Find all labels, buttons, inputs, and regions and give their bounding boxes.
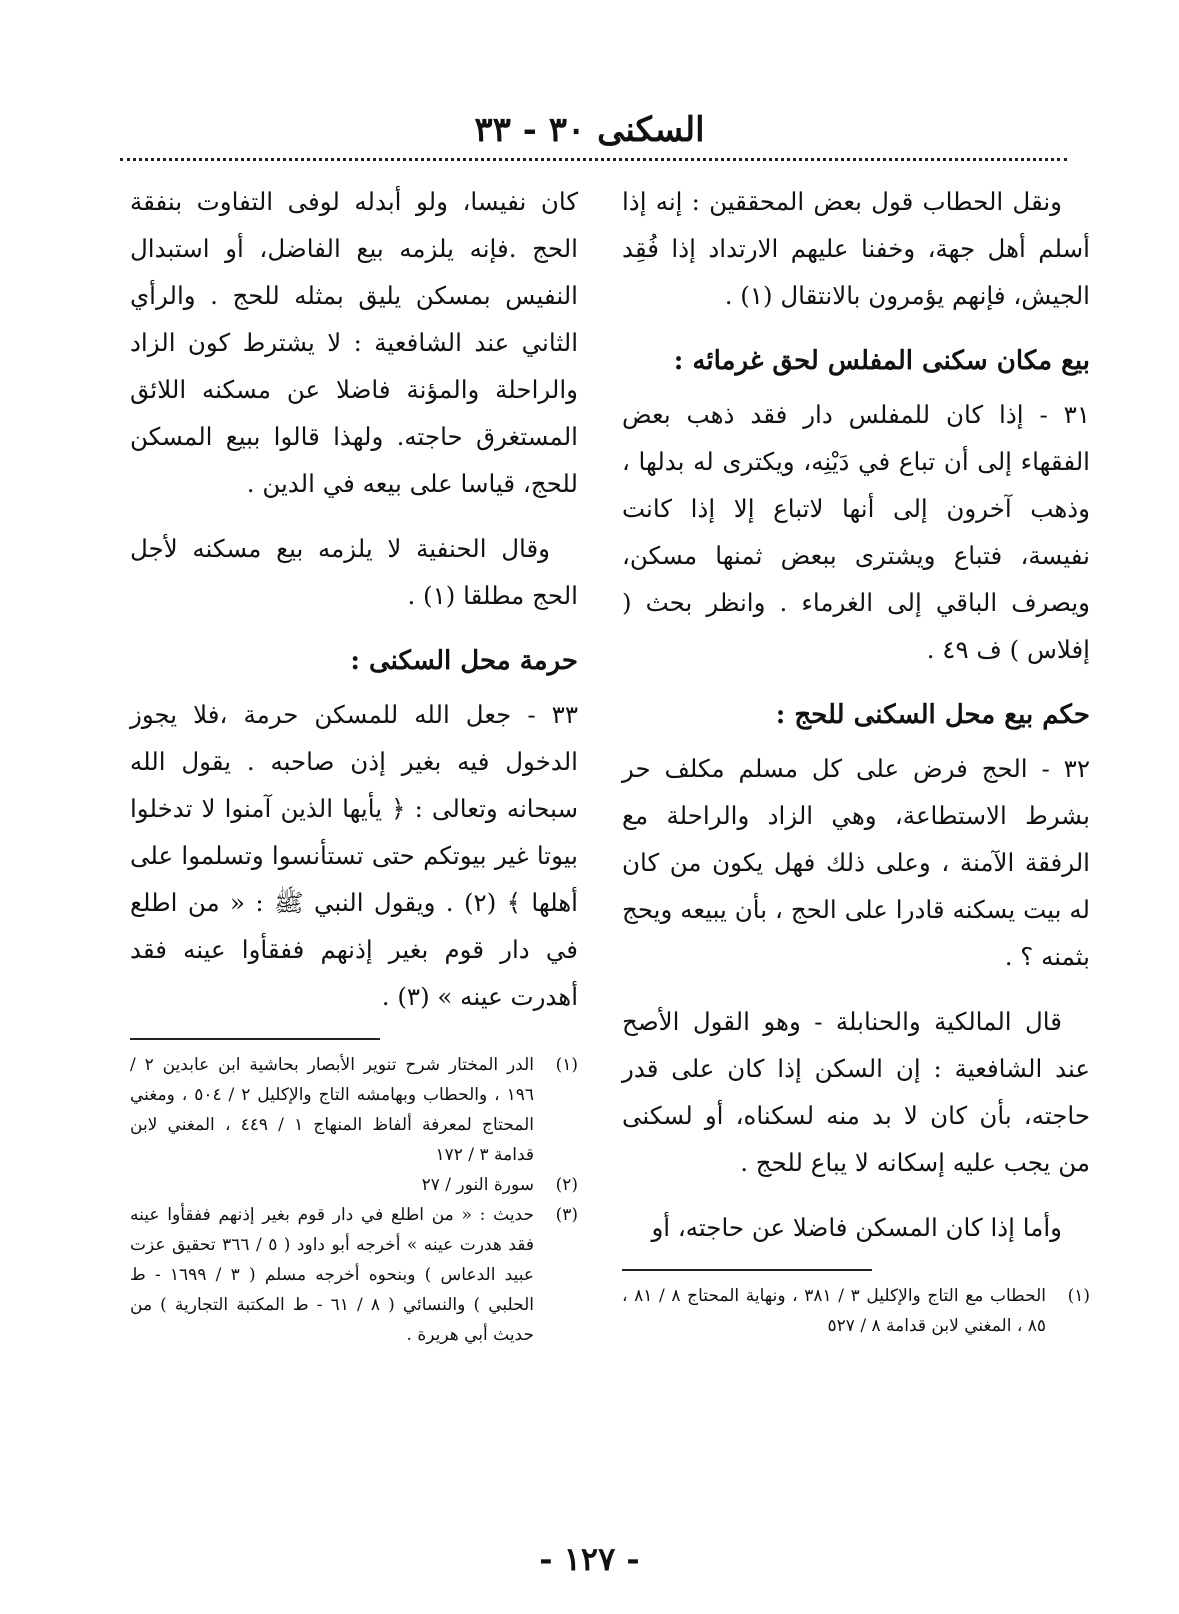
paragraph-continuation: كان نفيسا، ولو أبدله لوفى التفاوت بنفقة الحج .فإنه يلزمه بيع الفاضل، أو استبدال النفيس بمسكن يليق بمثله للحج . والرأي الثاني عند الشافعية : لا يشترط كون الزاد والراحلة والمؤنة فاضلا عن مسكنه اللائق المستغرق حاجته. ولهذا قالوا ببيع المسكن للحج، قياسا على بيعه في الدين . xyxy=(130,187,578,498)
footnote-divider xyxy=(622,1269,872,1271)
paragraph-hanafi: وقال الحنفية لا يلزمه بيع مسكنه لأجل الحج مطلقا (١) . xyxy=(130,534,578,610)
heading-section-31: بيع مكان سكنى المفلس لحق غرمائه : xyxy=(673,346,1090,376)
paragraph-33: ٣٣ - جعل الله للمسكن حرمة ،فلا يجوز الدخول فيه بغير إذن صاحبه . يقول الله سبحانه وتعالى : ﴿ يأيها الذين آمنوا لا تدخلوا بيوتا غير بيوتكم حتى تستأنسوا وتسلموا على أهلها ﴾ (٢) . ويقول النبي ﷺ : « من اطلع في دار قوم بغير إذنهم ففقأوا عينه فقد أهدرت عينه » (٣) . xyxy=(130,700,578,1011)
footnote-text: الدر المختار شرح تنوير الأبصار بحاشية ابن عابدين ٢ / ١٩٦ ، والحطاب وبهامشه التاج والإكليل ٢ / ٥٠٤ ، ومغني المحتاج لمعرفة ألفاظ المنهاج ١ / ٤٤٩ ، المغني لابن قدامة ٣ / ١٧٢ xyxy=(130,1055,535,1165)
footnote-text: الحطاب مع التاج والإكليل ٣ / ٣٨١ ، ونهاية المحتاج ٨ / ٨١ ، ٨٥ ، المغني لابن قدامة ٨ / ٥٢٧ xyxy=(622,1286,1046,1336)
paragraph-amma: وأما إذا كان المسكن فاضلا عن حاجته، أو xyxy=(651,1213,1062,1242)
heading-section-33: حرمة محل السكنى : xyxy=(350,646,578,676)
left-column xyxy=(130,178,578,1350)
heading-section-32: حكم بيع محل السكنى للحج : xyxy=(775,700,1090,730)
footnote-number: (١) xyxy=(555,1055,578,1075)
footnote-text: حديث : « من اطلع في دار قوم بغير إذنهم ففقأوا عينه فقد هدرت عينه » أخرجه أبو داود ( ٥ / ٣٦٦ تحقيق عزت عبيد الدعاس ) وبنحوه أخرجه مسلم ( ٣ / ١٦٩٩ - ط الحلبي ) والنسائي ( ٨ / ٦١ - ط المكتبة التجارية ) من حديث أبي هريرة . xyxy=(130,1205,534,1345)
paragraph-intro: ونقل الحطاب قول بعض المحققين : إنه إذا أسلم أهل جهة، وخفنا عليهم الارتداد إذا فُقِد الجيش، فإنهم يؤمرون بالانتقال (١) . xyxy=(622,187,1090,310)
footnote-number: (٣) xyxy=(555,1205,578,1225)
header-dotted-divider xyxy=(120,158,1067,161)
page-header-title: السكنى ٣٠ - ٣٣ xyxy=(474,110,705,150)
footnote-number: (١) xyxy=(1067,1286,1090,1306)
footnote-divider xyxy=(130,1038,380,1040)
paragraph-32: ٣٢ - الحج فرض على كل مسلم مكلف حر بشرط الاستطاعة، وهي الزاد والراحلة مع الرفقة الآمنة ، وعلى ذلك فهل يكون من كان له بيت يسكنه قادرا على الحج ، بأن يبيعه ويحج بثمنه ؟ . xyxy=(622,754,1090,971)
footnote xyxy=(130,1170,578,1200)
footnote-text: سورة النور / ٢٧ xyxy=(421,1175,534,1195)
footnote xyxy=(130,1200,578,1350)
footnote xyxy=(130,1050,578,1170)
paragraph-maliki: قال المالكية والحنابلة - وهو القول الأصح عند الشافعية : إن السكن إذا كان على قدر حاجته، بأن كان لا بد منه لسكناه، أو لسكنى من يجب عليه إسكانه لا يباع للحج . xyxy=(622,1007,1090,1177)
footnote xyxy=(622,1281,1090,1341)
paragraph-31: ٣١ - إذا كان للمفلس دار فقد ذهب بعض الفقهاء إلى أن تباع في دَيْنِه، ويكترى له بدلها ، وذهب آخرون إلى أنها لاتباع إلا إذا كانت نفيسة، فتباع ويشترى ببعض ثمنها مسكن، ويصرف الباقي إلى الغرماء . وانظر بحث ( إفلاس ) ف ٤٩ . xyxy=(622,400,1090,664)
page-number: - ١٢٧ - xyxy=(539,1540,640,1578)
right-column xyxy=(622,178,1090,1341)
footnote-number: (٢) xyxy=(555,1175,578,1195)
